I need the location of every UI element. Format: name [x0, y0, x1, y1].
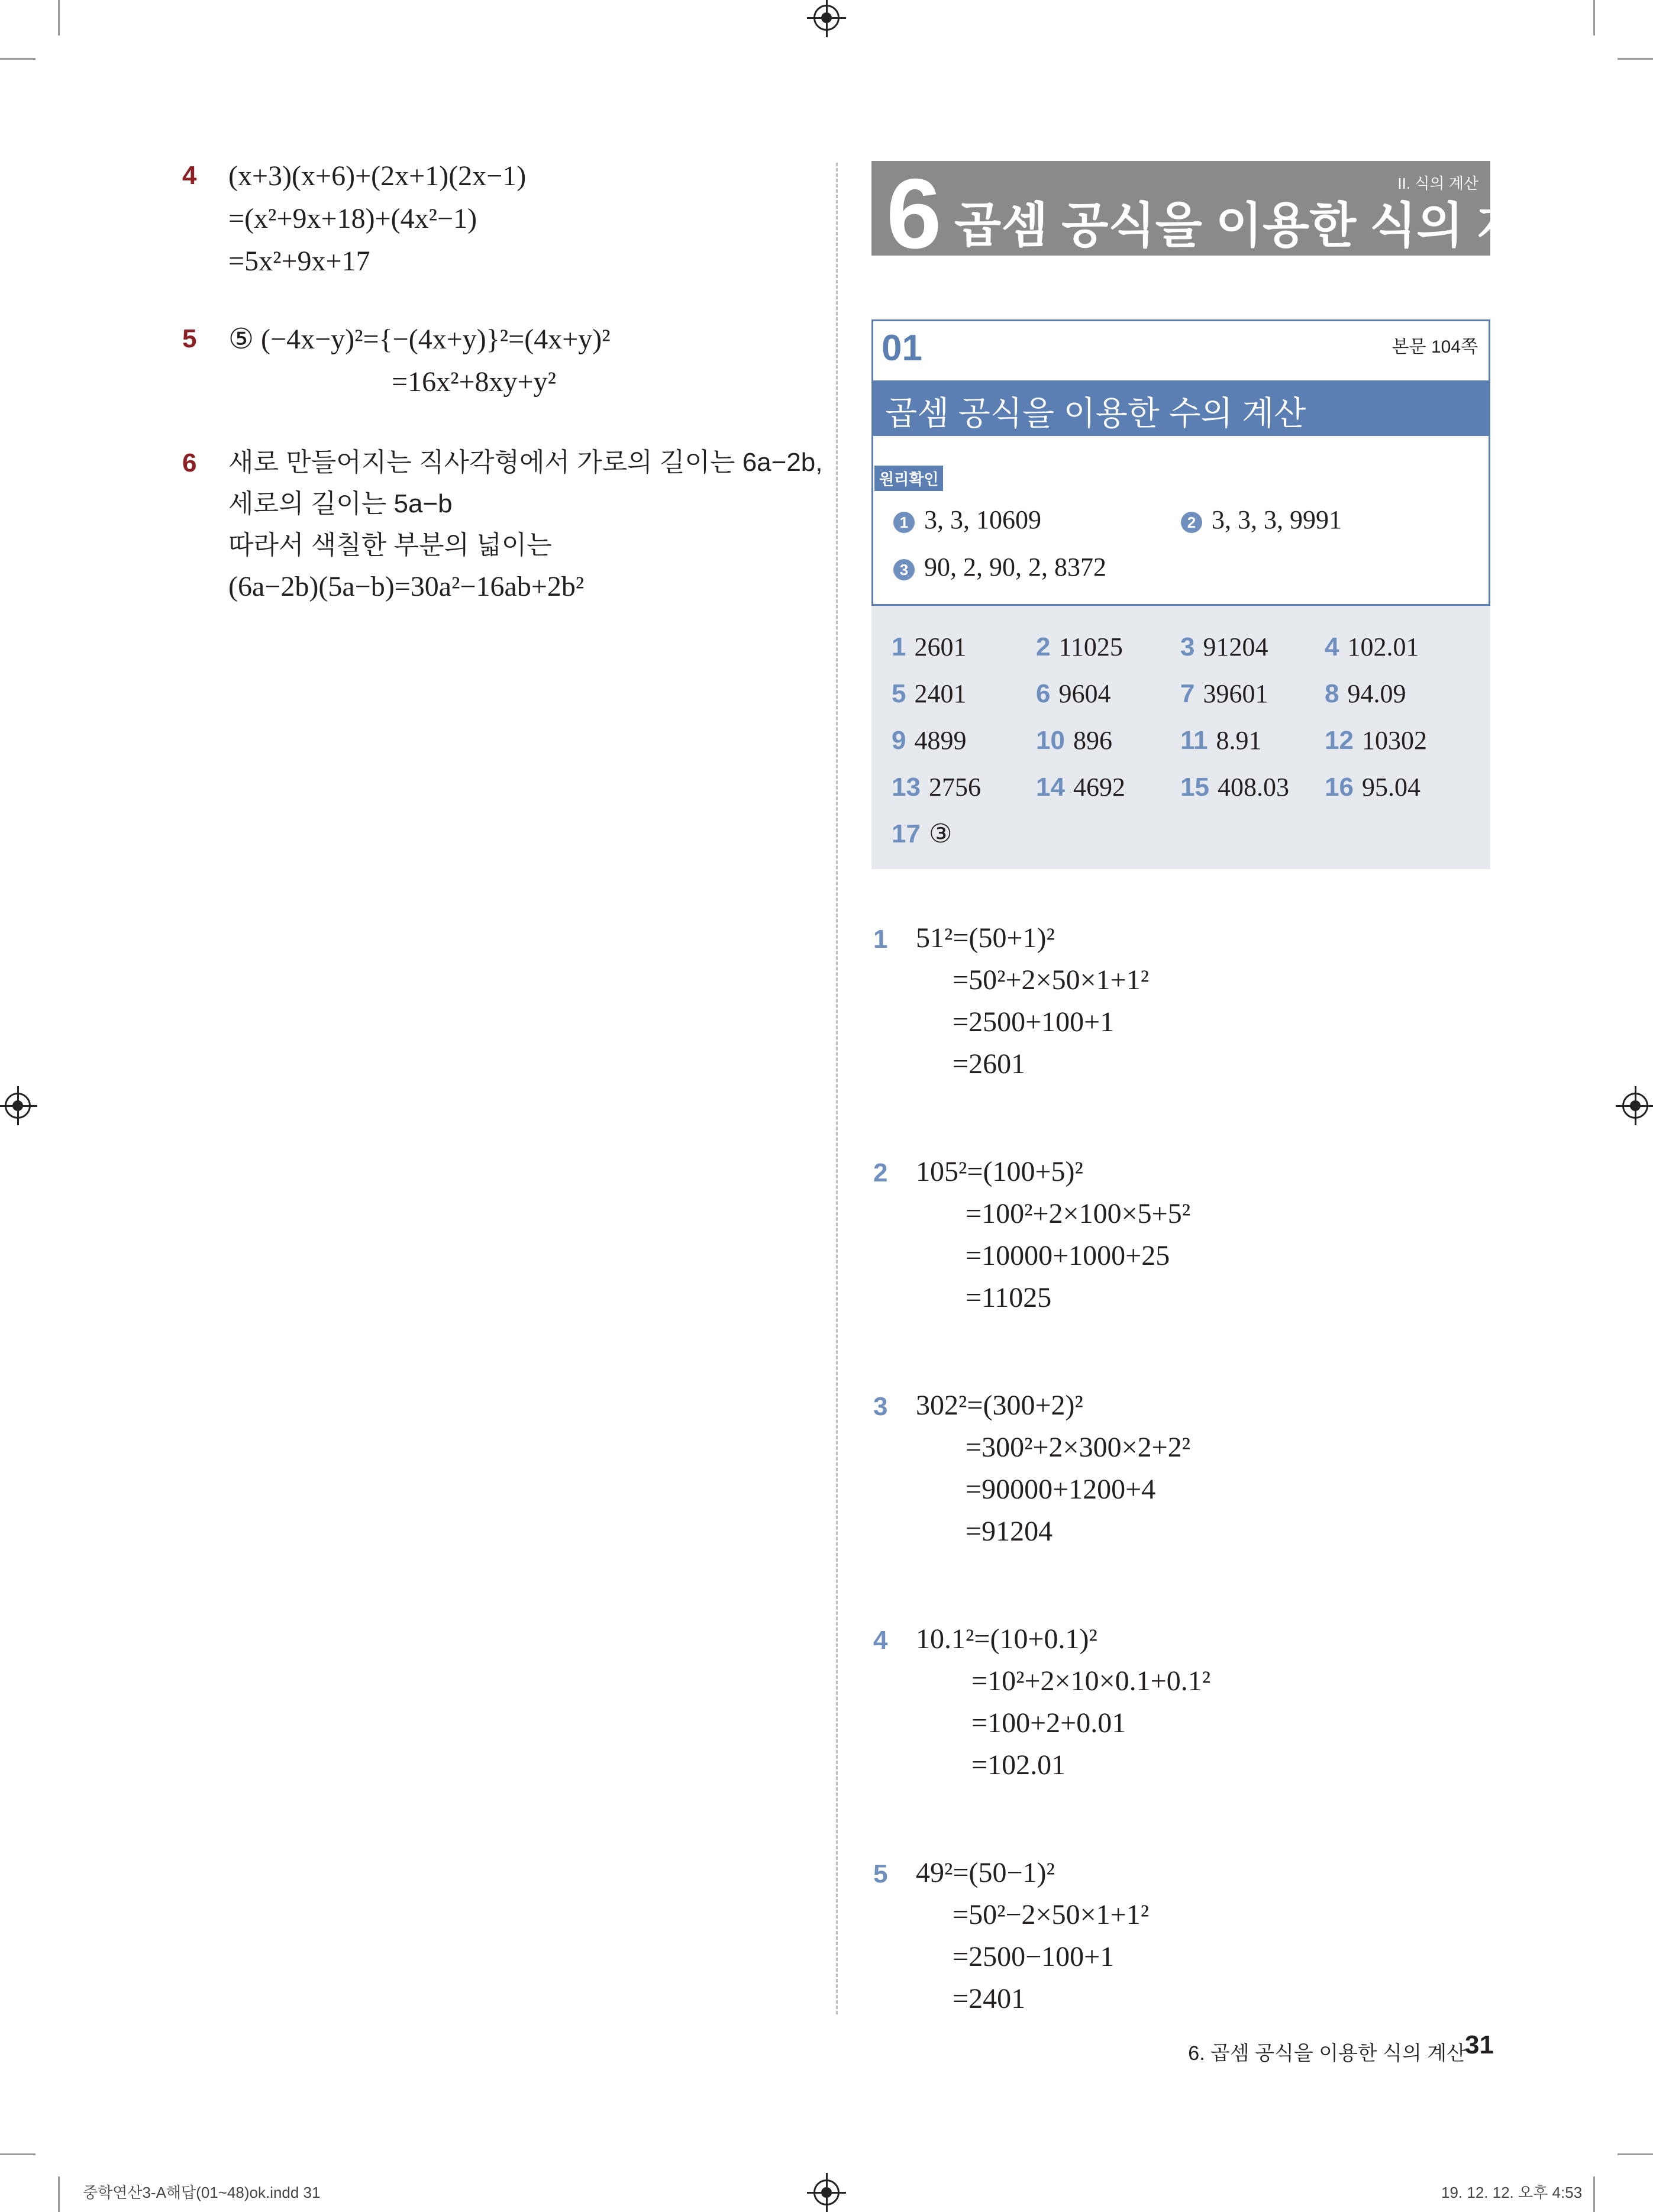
item-number: 6 [182, 448, 197, 477]
solution-number: 4 [873, 1626, 888, 1655]
math-line: =2601 [953, 1048, 1026, 1080]
math-line: =2500−100+1 [953, 1941, 1115, 1972]
math-line: =10000+1000+25 [966, 1240, 1170, 1271]
math-line: (x+3)(x+6)+(2x+1)(2x−1) [228, 160, 527, 192]
circled-number-icon: 3 [893, 559, 915, 580]
answer-item: 13 2756 [892, 773, 981, 802]
math-line: =11025 [966, 1282, 1052, 1313]
section-code: 01 [882, 328, 922, 369]
footer-title: 6. 곱셈 공식을 이용한 식의 계산 [1188, 2042, 1466, 2065]
chapter-number: 6 [886, 158, 942, 269]
principle-item [893, 552, 1106, 582]
answer-item: 3 91204 [1180, 632, 1268, 661]
answer-item: 14 4692 [1036, 773, 1125, 802]
answer-item: 15 408.03 [1180, 773, 1289, 802]
math-line: =100²+2×100×5+5² [966, 1198, 1191, 1229]
answer-item: 16 95.04 [1325, 773, 1420, 802]
text-line: 세로의 길이는 5a−b [228, 489, 453, 518]
answer-item: 10 896 [1036, 726, 1112, 755]
principle-text: 90, 2, 90, 2, 8372 [924, 553, 1106, 582]
crop-mark [58, 0, 60, 35]
solution-number: 2 [873, 1158, 888, 1187]
section-box [871, 319, 1490, 606]
text-line: 새로 만들어지는 직사각형에서 가로의 길이는 6a−2b, [228, 448, 823, 477]
math-line: =50²−2×50×1+1² [953, 1899, 1150, 1930]
chapter-title: 곱셈 공식을 이용한 식의 계산 [954, 199, 1571, 253]
math-line: =50²+2×50×1+1² [953, 964, 1150, 996]
registration-mark-icon [813, 5, 840, 31]
math-line: =2500+100+1 [953, 1006, 1115, 1038]
math-line: 105²=(100+5)² [916, 1156, 1083, 1187]
math-line: =2401 [953, 1983, 1026, 2014]
principle-item [893, 505, 1041, 535]
math-line: =91204 [966, 1516, 1053, 1547]
crop-mark [1593, 0, 1595, 35]
circled-number-icon: 2 [1181, 512, 1202, 533]
answer-item: 12 10302 [1325, 726, 1427, 755]
crop-mark [0, 2153, 35, 2155]
math-line: 10.1²=(10+0.1)² [916, 1623, 1097, 1655]
math-line: (6a−2b)(5a−b)=30a²−16ab+2b² [228, 571, 585, 602]
crop-mark [1593, 2177, 1595, 2212]
answer-item: 4 102.01 [1325, 632, 1419, 661]
math-line: =90000+1200+4 [966, 1474, 1156, 1505]
solution-number: 1 [873, 925, 888, 954]
answer-item: 8 94.09 [1325, 679, 1406, 708]
math-line: =5x²+9x+17 [228, 246, 370, 277]
answer-item: 11 8.91 [1180, 726, 1262, 755]
answer-item: 6 9604 [1036, 679, 1111, 708]
math-line: 49²=(50−1)² [916, 1857, 1055, 1888]
answer-item: 7 39601 [1180, 679, 1268, 708]
crop-mark [1618, 58, 1653, 60]
solution-number: 5 [873, 1859, 888, 1888]
circled-number-icon: 1 [893, 512, 915, 533]
registration-mark-icon [813, 2179, 840, 2205]
math-line: =10²+2×10×0.1+0.1² [971, 1665, 1211, 1697]
math-line: =102.01 [971, 1749, 1066, 1781]
item-number: 4 [182, 161, 197, 190]
principle-badge: 원리확인 [874, 466, 943, 491]
answers-box [871, 606, 1490, 869]
math-line: =300²+2×300×2+2² [966, 1432, 1191, 1463]
math-line: =16x²+8xy+y² [392, 366, 556, 398]
math-line: 51²=(50+1)² [916, 922, 1055, 954]
math-line: 302²=(300+2)² [916, 1390, 1083, 1421]
section-ref: 본문 104쪽 [1392, 337, 1478, 357]
column-divider [836, 163, 838, 2014]
item-number: 5 [182, 324, 197, 353]
registration-mark-icon [5, 1093, 31, 1119]
answer-item: 5 2401 [892, 679, 967, 708]
solution-number: 3 [873, 1392, 888, 1421]
math-line: ⑤ (−4x−y)²={−(4x+y)}²=(4x+y)² [228, 324, 611, 355]
section-title: 곱셈 공식을 이용한 수의 계산 [885, 395, 1306, 432]
crop-mark [0, 58, 35, 60]
answer-item: 1 2601 [892, 632, 967, 661]
principle-text: 3, 3, 3, 9991 [1212, 505, 1342, 534]
principle-text: 3, 3, 10609 [924, 505, 1041, 534]
chapter-banner [871, 158, 1571, 269]
principle-item [1181, 505, 1342, 535]
crop-mark [58, 2177, 60, 2212]
answer-item: 2 11025 [1036, 632, 1123, 661]
answer-item: 17 ③ [892, 819, 953, 848]
registration-mark-icon [1622, 1093, 1648, 1119]
page-number: 31 [1465, 2030, 1494, 2059]
answer-item: 9 4899 [892, 726, 967, 755]
math-line: =(x²+9x+18)+(4x²−1) [228, 203, 477, 234]
text-line: 따라서 색칠한 부분의 넓이는 [228, 531, 552, 560]
slug-right: 19. 12. 12. 오후 4:53 [1441, 2184, 1583, 2201]
chapter-part: II. 식의 계산 [1397, 175, 1478, 192]
crop-mark [1618, 2153, 1653, 2155]
slug-left: 중학연산3-A해답(01~48)ok.indd 31 [83, 2184, 321, 2201]
math-line: =100+2+0.01 [971, 1707, 1126, 1739]
section-title-bar [873, 380, 1489, 436]
